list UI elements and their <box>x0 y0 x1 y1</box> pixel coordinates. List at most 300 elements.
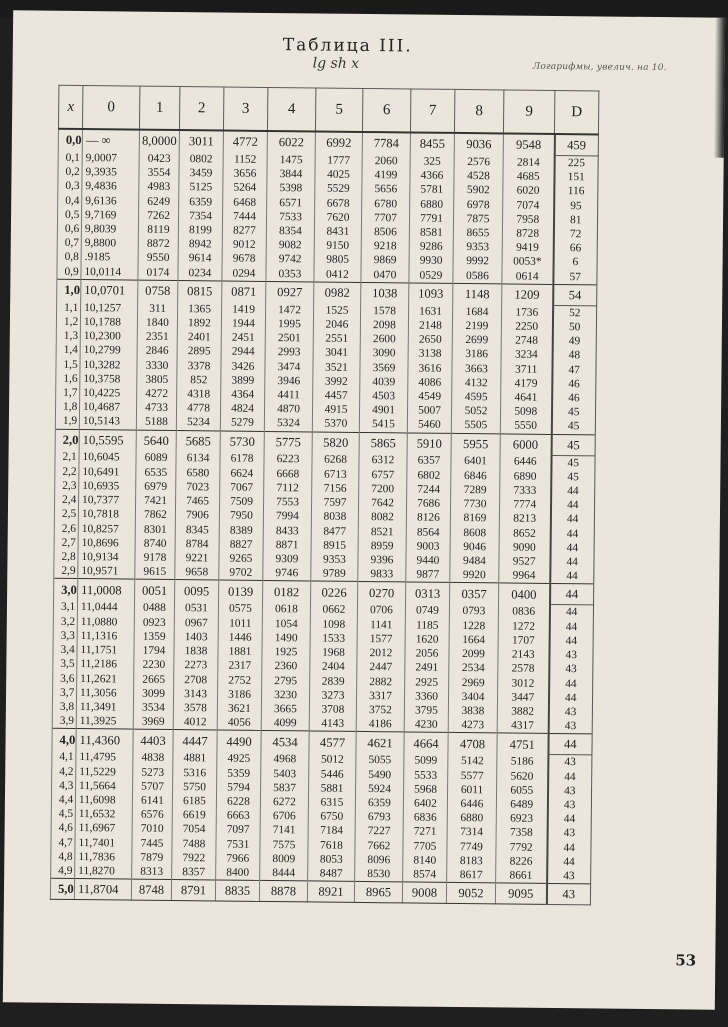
value-cell: 9419 <box>502 241 553 256</box>
value-cell: 9746 <box>263 566 311 581</box>
value-cell: 3899 <box>221 373 265 388</box>
value-cell: 9286 <box>409 240 453 255</box>
difference-cell: 44 <box>547 812 591 827</box>
value-cell: 7792 <box>496 840 547 855</box>
value-cell: 4272 <box>137 387 177 402</box>
value-cell: 11,0880 <box>77 615 134 630</box>
value-cell: 0353 <box>266 267 314 282</box>
value-cell: 9,8039 <box>81 222 138 237</box>
value-cell: 7791 <box>409 211 453 226</box>
value-cell: 6223 <box>264 452 312 467</box>
value-cell: 9265 <box>219 552 263 567</box>
value-cell: 6978 <box>454 198 503 213</box>
value-cell: 1577 <box>357 632 405 647</box>
value-cell: 7074 <box>503 198 554 213</box>
value-cell: 6836 <box>403 811 447 826</box>
value-cell: 6890 <box>500 469 551 484</box>
value-cell: 1840 <box>137 316 177 331</box>
value-cell: 7067 <box>220 481 264 496</box>
value-cell: 2839 <box>310 674 357 689</box>
value-cell: 1403 <box>174 630 218 645</box>
value-cell: 6668 <box>264 467 312 482</box>
row-argument: 3,6 <box>53 671 77 685</box>
value-cell: 7879 <box>132 850 172 865</box>
value-cell: 1472 <box>266 302 314 317</box>
value-cell: 9036 <box>454 133 503 155</box>
value-cell: .9185 <box>81 250 138 265</box>
value-cell: 4824 <box>220 402 264 417</box>
row-argument: 3,9 <box>52 714 76 729</box>
value-cell: 2046 <box>313 317 360 332</box>
column-header: 3 <box>223 87 267 131</box>
value-cell: 11,1316 <box>77 629 134 644</box>
row-argument: 4,8 <box>51 849 75 863</box>
value-cell: 4870 <box>264 402 312 417</box>
value-cell: 2230 <box>134 658 174 673</box>
value-cell: 10,1257 <box>81 300 138 315</box>
value-cell: 9221 <box>175 551 219 566</box>
value-cell: 1446 <box>218 630 262 645</box>
column-header: 5 <box>315 88 362 132</box>
column-header: 1 <box>139 86 179 130</box>
value-cell: 3404 <box>448 690 497 705</box>
value-cell: 2534 <box>449 661 498 676</box>
value-cell: 4534 <box>261 731 309 753</box>
value-cell: 11,0444 <box>77 600 134 615</box>
row-argument: 2,1 <box>55 450 79 465</box>
value-cell: 7444 <box>222 209 266 224</box>
value-cell: 2143 <box>498 648 549 663</box>
value-cell: 7730 <box>450 497 499 512</box>
value-cell: 2846 <box>137 344 177 359</box>
value-cell: 7862 <box>135 508 175 523</box>
value-cell: 10,1788 <box>80 315 137 330</box>
value-cell: 11,7836 <box>75 850 132 865</box>
value-cell: 2060 <box>362 153 410 168</box>
value-cell: 11,3491 <box>76 700 133 715</box>
value-cell: 3656 <box>223 167 267 182</box>
value-cell: 6846 <box>451 469 500 484</box>
value-cell: 9615 <box>135 565 175 580</box>
value-cell: 10,6491 <box>79 465 136 480</box>
value-cell: 7112 <box>264 481 312 496</box>
value-cell: 8477 <box>311 524 358 539</box>
value-cell: 8661 <box>496 868 547 883</box>
column-header: 4 <box>267 87 315 131</box>
value-cell: 3273 <box>309 688 356 703</box>
value-cell: 7575 <box>260 837 308 852</box>
value-cell: 2098 <box>360 318 408 333</box>
value-cell: 6357 <box>407 454 451 469</box>
value-cell: 4457 <box>313 389 360 404</box>
value-cell: 7784 <box>362 132 410 154</box>
value-cell: 10,8696 <box>78 536 135 551</box>
value-cell: 8433 <box>263 524 311 539</box>
value-cell: 8444 <box>260 866 308 881</box>
value-cell: 1777 <box>315 153 362 168</box>
value-cell: 3534 <box>133 701 173 716</box>
value-cell: 2814 <box>503 155 554 170</box>
value-cell: 10,7818 <box>78 507 135 522</box>
value-cell: 9218 <box>361 239 409 254</box>
value-cell: 3041 <box>313 346 360 361</box>
value-cell: 6055 <box>496 783 547 798</box>
value-cell: 8053 <box>308 852 355 867</box>
value-cell: 5533 <box>404 768 448 783</box>
value-cell: 7262 <box>138 208 178 223</box>
value-cell: 2360 <box>262 659 310 674</box>
value-cell: 0412 <box>314 267 361 282</box>
value-cell: 7465 <box>176 494 220 509</box>
value-cell: 0793 <box>449 604 498 619</box>
column-header: D <box>554 90 598 134</box>
difference-cell: 116 <box>554 184 598 199</box>
row-argument: 3,2 <box>53 614 77 628</box>
value-cell: 8530 <box>355 867 403 882</box>
value-cell: 1578 <box>361 303 409 318</box>
value-cell: 8871 <box>263 538 311 553</box>
value-cell: 5012 <box>309 752 356 767</box>
difference-cell: 72 <box>553 227 597 242</box>
value-cell: 9805 <box>314 253 361 268</box>
value-cell: 5750 <box>173 780 217 795</box>
value-cell: 5620 <box>497 769 548 784</box>
row-argument: 4,5 <box>51 807 75 821</box>
value-cell: 5052 <box>451 404 500 419</box>
value-cell: 0470 <box>361 268 409 283</box>
value-cell: 2650 <box>408 333 452 348</box>
value-cell: 4186 <box>356 717 404 732</box>
value-cell: 0749 <box>405 603 449 618</box>
value-cell: 8652 <box>499 526 550 541</box>
row-argument: 3,1 <box>53 600 77 615</box>
column-header: 8 <box>454 89 503 133</box>
value-cell: 11,2621 <box>77 672 134 687</box>
value-cell: 5640 <box>136 430 176 451</box>
value-cell: 9789 <box>311 567 358 582</box>
value-cell: 1944 <box>221 317 265 332</box>
value-cell: 8082 <box>358 510 406 525</box>
value-cell: 4925 <box>217 751 261 766</box>
value-cell: 3882 <box>497 704 548 719</box>
value-cell: 2273 <box>174 658 218 673</box>
value-cell: 0614 <box>502 269 553 284</box>
value-cell: 4621 <box>356 732 404 754</box>
value-cell: 5446 <box>309 767 356 782</box>
value-cell: 11,0008 <box>78 579 135 601</box>
value-cell: 0313 <box>406 582 450 603</box>
value-cell: 1664 <box>449 633 498 648</box>
value-cell: 10,9571 <box>78 564 135 579</box>
value-cell: 6580 <box>176 466 220 481</box>
value-cell: 9658 <box>175 565 219 580</box>
column-header: 2 <box>179 87 223 131</box>
value-cell: 11,4360 <box>76 729 133 751</box>
value-cell: 3805 <box>137 372 177 387</box>
value-cell: 1794 <box>134 644 174 659</box>
value-cell: 0174 <box>138 265 178 280</box>
value-cell: 7533 <box>266 210 314 225</box>
value-cell: 8389 <box>219 523 263 538</box>
value-cell: 0051 <box>135 580 175 601</box>
value-cell: 7010 <box>132 822 172 837</box>
value-cell: 2404 <box>310 660 357 675</box>
value-cell: 5955 <box>451 433 500 455</box>
value-cell: 6249 <box>139 194 179 209</box>
value-cell: 4983 <box>139 180 179 195</box>
value-cell: 7244 <box>407 483 451 498</box>
value-cell: 3459 <box>179 166 223 181</box>
row-argument: 3,0 <box>54 579 78 600</box>
value-cell: 5902 <box>454 183 503 198</box>
value-cell: 10,0701 <box>81 279 138 301</box>
value-cell: 4012 <box>173 715 217 730</box>
value-cell: 8581 <box>409 225 453 240</box>
value-cell: 10,6935 <box>79 479 136 494</box>
difference-cell: 44 <box>550 569 594 584</box>
value-cell: 2969 <box>449 675 498 690</box>
value-cell: 8140 <box>403 853 447 868</box>
value-cell: 8357 <box>172 865 216 880</box>
book-page <box>3 10 725 1009</box>
value-cell: 6178 <box>220 452 264 467</box>
value-cell: — ∞ <box>82 129 139 151</box>
value-cell: 7141 <box>260 823 308 838</box>
column-header: 6 <box>362 88 410 132</box>
value-cell: 4664 <box>404 732 448 753</box>
difference-cell: 54 <box>553 284 597 305</box>
difference-cell: 43 <box>547 869 591 884</box>
value-cell: 2895 <box>177 344 221 359</box>
value-cell: 9095 <box>495 883 546 905</box>
value-cell: 7922 <box>172 851 216 866</box>
value-cell: 11,2186 <box>77 657 134 672</box>
value-cell: 6757 <box>359 468 407 483</box>
value-cell: 6979 <box>136 480 176 495</box>
value-cell: 5273 <box>133 765 173 780</box>
value-cell: 8878 <box>259 881 307 903</box>
value-cell: 11,8704 <box>74 879 131 901</box>
value-cell: 6663 <box>216 809 260 824</box>
table-body <box>50 129 598 905</box>
difference-cell: 44 <box>548 769 592 784</box>
difference-cell: 44 <box>549 620 593 635</box>
value-cell: 8096 <box>355 853 403 868</box>
value-cell: 0871 <box>222 281 266 302</box>
value-cell: 1054 <box>262 617 310 632</box>
value-cell: 1365 <box>178 301 222 316</box>
value-cell: 1925 <box>262 645 310 660</box>
value-cell: 7023 <box>176 480 220 495</box>
value-cell: 1892 <box>177 316 221 331</box>
value-cell: 4549 <box>408 389 452 404</box>
value-cell: 1525 <box>314 303 361 318</box>
value-cell: 1631 <box>409 304 453 319</box>
value-cell: 5279 <box>220 416 264 431</box>
value-cell: 0423 <box>139 151 179 166</box>
value-cell: 7686 <box>406 497 450 512</box>
value-cell: 1098 <box>310 617 357 632</box>
value-cell: 2148 <box>408 318 452 333</box>
value-cell: 5656 <box>362 182 410 197</box>
value-cell: 6089 <box>136 451 176 466</box>
difference-cell: 225 <box>554 155 598 170</box>
value-cell: 8487 <box>308 866 355 881</box>
value-cell: 3012 <box>498 676 549 691</box>
value-cell: 4179 <box>501 376 552 391</box>
value-cell: 5968 <box>404 782 448 797</box>
value-cell: 1736 <box>502 305 553 320</box>
row-argument: 2,2 <box>55 465 79 479</box>
value-cell: 8226 <box>496 854 547 869</box>
value-cell: 3616 <box>408 361 452 376</box>
difference-cell: 46 <box>552 377 596 392</box>
column-header: 7 <box>410 89 454 133</box>
page-number: 53 <box>675 951 697 970</box>
value-cell: 8301 <box>135 522 175 537</box>
value-cell: 9309 <box>263 552 311 567</box>
value-cell: 6802 <box>407 468 451 483</box>
value-cell: 10,2799 <box>80 343 137 358</box>
value-cell: 7314 <box>447 825 496 840</box>
difference-cell: 57 <box>553 270 597 285</box>
value-cell: 4025 <box>315 168 362 183</box>
value-cell: 3569 <box>360 361 408 376</box>
row-argument: 0,9 <box>57 264 81 279</box>
row-argument: 1,0 <box>57 279 81 300</box>
value-cell: 7156 <box>312 482 359 497</box>
row-argument: 0,4 <box>58 193 82 207</box>
value-cell: 1533 <box>310 631 357 646</box>
value-cell: 6706 <box>260 809 308 824</box>
row-argument: 4,0 <box>52 729 76 750</box>
value-cell: 0234 <box>178 266 222 281</box>
value-cell: 4132 <box>452 376 501 391</box>
value-cell: 4708 <box>448 733 497 755</box>
value-cell: 3795 <box>404 703 448 718</box>
row-argument: 2,0 <box>55 429 79 450</box>
value-cell: 5055 <box>356 753 404 768</box>
value-cell: 0400 <box>499 583 550 605</box>
value-cell: 4838 <box>133 750 173 765</box>
value-cell: 5415 <box>359 417 407 432</box>
value-cell: 0662 <box>310 602 357 617</box>
row-argument: 2,9 <box>54 564 78 579</box>
value-cell: 2600 <box>360 332 408 347</box>
value-cell: 7289 <box>451 483 500 498</box>
value-cell: 1185 <box>405 618 449 633</box>
difference-cell: 49 <box>552 334 596 349</box>
row-argument: 3,7 <box>52 685 76 699</box>
value-cell: 4039 <box>360 375 408 390</box>
value-cell: 7553 <box>264 495 312 510</box>
value-cell: 1038 <box>361 282 409 304</box>
table-header-row <box>58 85 598 134</box>
value-cell: 5398 <box>267 181 315 196</box>
value-cell: 3330 <box>137 358 177 373</box>
column-header: 0 <box>82 86 139 130</box>
value-cell: 4317 <box>497 719 548 734</box>
value-cell: 9396 <box>358 553 406 568</box>
difference-cell: 44 <box>549 634 593 649</box>
value-cell: 1881 <box>218 645 262 660</box>
value-cell: 8617 <box>447 868 496 883</box>
value-cell: 1995 <box>265 317 313 332</box>
value-cell: 5550 <box>500 419 551 434</box>
difference-cell: 43 <box>548 719 592 734</box>
value-cell: 0139 <box>219 580 263 601</box>
difference-cell: 44 <box>549 605 593 620</box>
value-cell: 4403 <box>133 729 173 750</box>
value-cell: 2401 <box>177 330 221 345</box>
value-cell: 8740 <box>135 536 175 551</box>
value-cell: 11,5229 <box>76 765 133 780</box>
value-cell: 5505 <box>451 418 500 433</box>
difference-cell: 44 <box>548 691 592 706</box>
value-cell: 4056 <box>217 716 261 731</box>
value-cell: 9,8800 <box>81 236 138 251</box>
value-cell: 1141 <box>357 618 405 633</box>
difference-cell: 46 <box>552 391 596 406</box>
value-cell: 7200 <box>359 482 407 497</box>
value-cell: 0226 <box>311 581 358 602</box>
value-cell: 9090 <box>499 540 550 555</box>
value-cell: 11,3925 <box>76 714 133 729</box>
table-subtitle: lg sh x <box>312 55 360 72</box>
value-cell: 10,8257 <box>78 522 135 537</box>
value-cell: 9003 <box>406 539 450 554</box>
value-cell: 9527 <box>499 554 550 569</box>
difference-cell: 44 <box>550 584 594 605</box>
value-cell: 3426 <box>221 359 265 374</box>
value-cell: 2944 <box>221 345 265 360</box>
value-cell: 0982 <box>314 282 361 303</box>
value-cell: 325 <box>410 154 454 169</box>
difference-cell: 45 <box>551 434 595 455</box>
value-cell: 6468 <box>223 195 267 210</box>
row-argument: 0,5 <box>58 208 82 222</box>
value-cell: 1359 <box>134 629 174 644</box>
value-cell: 3447 <box>497 690 548 705</box>
value-cell: 5370 <box>312 417 359 432</box>
value-cell: 2447 <box>357 660 405 675</box>
value-cell: 6992 <box>315 131 362 153</box>
value-cell: 7097 <box>216 823 260 838</box>
value-cell: 5403 <box>261 766 309 781</box>
value-cell: 3230 <box>261 688 309 703</box>
difference-cell: 43 <box>549 662 593 677</box>
value-cell: 6134 <box>176 451 220 466</box>
table-note: Логарифмы, увелич. на 10. <box>532 61 667 74</box>
value-cell: 10,9134 <box>78 550 135 565</box>
value-cell: 6401 <box>451 454 500 469</box>
value-cell: 8608 <box>450 526 499 541</box>
value-cell: 9353 <box>311 553 358 568</box>
value-cell: 0815 <box>178 280 222 301</box>
value-cell: 1490 <box>262 631 310 646</box>
value-cell: 4143 <box>309 717 356 732</box>
value-cell: 9,4836 <box>82 179 139 194</box>
value-cell: 7597 <box>311 496 358 511</box>
value-cell: 2012 <box>357 646 405 661</box>
value-cell: 11,5664 <box>76 779 133 794</box>
value-cell: 0095 <box>175 580 219 601</box>
value-cell: 6020 <box>503 184 554 199</box>
value-cell: 6011 <box>448 783 497 798</box>
value-cell: 9353 <box>453 240 502 255</box>
value-cell: 2451 <box>221 331 265 346</box>
value-cell: 3521 <box>313 360 360 375</box>
